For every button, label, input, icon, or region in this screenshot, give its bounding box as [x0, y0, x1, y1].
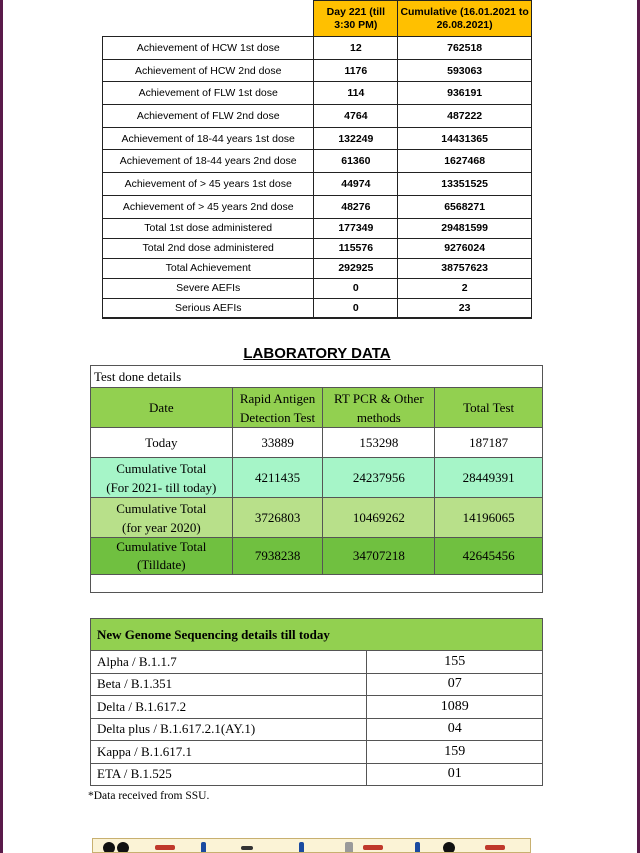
table-row — [103, 195, 532, 218]
lab-spacer-cell — [91, 575, 543, 593]
row-label-line1: Cumulative Total — [116, 500, 207, 516]
lab-title: Test done details — [91, 366, 543, 388]
row-cumulative: 2 — [398, 278, 532, 298]
row-total: 28449391 — [435, 458, 543, 498]
person-icon — [299, 842, 304, 853]
row-label: Achievement of 18-44 years 2nd dose — [103, 150, 314, 173]
row-cumulative: 38757623 — [398, 258, 532, 278]
row-rapid: 7938238 — [232, 538, 323, 575]
table-row — [91, 538, 543, 575]
row-label: Achievement of > 45 years 1st dose — [103, 173, 314, 196]
row-today: 1176 — [314, 59, 398, 82]
header-blank-cell — [103, 1, 314, 37]
table-row — [91, 763, 543, 786]
table-row — [103, 298, 532, 318]
row-label-line2: (For 2021- till today) — [106, 479, 217, 495]
variant-count: 1089 — [367, 696, 543, 719]
row-label: Achievement of > 45 years 2nd dose — [103, 195, 314, 218]
row-label-line2: (Tilldate) — [137, 557, 186, 572]
col-rtpcr — [323, 388, 435, 428]
laboratory-table — [90, 365, 543, 593]
table-row — [103, 82, 532, 105]
table-row — [103, 37, 532, 60]
variant-count: 04 — [367, 718, 543, 741]
lab-title-row — [91, 366, 543, 388]
row-label-line2: (for year 2020) — [121, 519, 201, 535]
header-cumulative: Cumulative (16.01.2021 to 26.08.2021) — [398, 1, 532, 37]
row-total: 187187 — [435, 428, 543, 458]
mask-icon — [443, 842, 455, 853]
row-rtpcr: 153298 — [323, 428, 435, 458]
table-row — [103, 105, 532, 128]
genome-header-row — [91, 619, 543, 651]
table-row — [91, 673, 543, 696]
table-row — [103, 127, 532, 150]
row-cumulative: 29481599 — [398, 218, 532, 238]
variant-count: 159 — [367, 741, 543, 764]
row-cumulative: 14431365 — [398, 127, 532, 150]
banner-caption-mark — [241, 846, 253, 850]
genome-title: New Genome Sequencing details till today — [91, 619, 543, 651]
header-today: Day 221 (till 3:30 PM) — [314, 1, 398, 37]
table-row — [103, 238, 532, 258]
variant-name: Beta / B.1.351 — [91, 673, 367, 696]
row-label: Achievement of HCW 1st dose — [103, 37, 314, 60]
table-row — [91, 498, 543, 538]
person-icon — [415, 842, 420, 853]
row-label-line1: Cumulative Total — [116, 460, 207, 476]
genome-sequencing-table — [90, 618, 543, 786]
head-icon — [117, 842, 129, 853]
table-row — [91, 458, 543, 498]
row-rapid: 3726803 — [232, 498, 323, 538]
table-row — [91, 741, 543, 764]
col-rapid-antigen — [232, 388, 323, 428]
row-cumulative: 1627468 — [398, 150, 532, 173]
row-label: Achievement of FLW 1st dose — [103, 82, 314, 105]
row-cumulative: 762518 — [398, 37, 532, 60]
row-label: Total 2nd dose administered — [103, 238, 314, 258]
row-label: Severe AEFIs — [103, 278, 314, 298]
table-row — [103, 59, 532, 82]
table-row — [103, 173, 532, 196]
variant-count: 07 — [367, 673, 543, 696]
row-label: Achievement of 18-44 years 1st dose — [103, 127, 314, 150]
row-label: Achievement of FLW 2nd dose — [103, 105, 314, 128]
footnote: *Data received from SSU. — [88, 790, 210, 802]
row-total: 14196065 — [435, 498, 543, 538]
person-icon — [201, 842, 206, 853]
variant-name: Alpha / B.1.1.7 — [91, 651, 367, 674]
row-rtpcr: 34707218 — [323, 538, 435, 575]
col-rtpcr-line2: methods — [356, 409, 401, 425]
row-today: 12 — [314, 37, 398, 60]
row-today: 48276 — [314, 195, 398, 218]
row-cumulative: 487222 — [398, 105, 532, 128]
row-today: 177349 — [314, 218, 398, 238]
banner-caption-mark — [485, 845, 505, 850]
table-row — [91, 428, 543, 458]
table-row — [91, 651, 543, 674]
row-cumulative: 593063 — [398, 59, 532, 82]
row-label: Total Achievement — [103, 258, 314, 278]
variant-name: ETA / B.1.525 — [91, 763, 367, 786]
two-heads-icon — [103, 842, 115, 853]
banner-caption-mark — [363, 845, 383, 850]
row-label: Total 1st dose administered — [103, 218, 314, 238]
row-label — [91, 538, 233, 575]
variant-count: 01 — [367, 763, 543, 786]
row-rapid: 33889 — [232, 428, 323, 458]
row-cumulative: 23 — [398, 298, 532, 318]
row-label — [91, 458, 233, 498]
row-rapid: 4211435 — [232, 458, 323, 498]
variant-name: Kappa / B.1.617.1 — [91, 741, 367, 764]
col-rapid-line1: Rapid Antigen — [239, 390, 316, 406]
row-today: 292925 — [314, 258, 398, 278]
row-today: 0 — [314, 298, 398, 318]
row-cumulative: 936191 — [398, 82, 532, 105]
table-row — [103, 150, 532, 173]
table-row — [103, 258, 532, 278]
vial-icon — [345, 842, 353, 853]
row-cumulative: 13351525 — [398, 173, 532, 196]
row-label: Achievement of HCW 2nd dose — [103, 59, 314, 82]
row-cumulative: 9276024 — [398, 238, 532, 258]
row-label — [91, 498, 233, 538]
row-total: 42645456 — [435, 538, 543, 575]
table-row — [91, 718, 543, 741]
row-label: Today — [91, 428, 233, 458]
col-date: Date — [91, 388, 233, 428]
row-today: 44974 — [314, 173, 398, 196]
row-label-line1: Cumulative Total — [116, 539, 207, 554]
laboratory-heading: LABORATORY DATA — [243, 345, 391, 362]
table-row — [91, 696, 543, 719]
col-rapid-line2: Detection Test — [240, 409, 316, 425]
row-label: Serious AEFIs — [103, 298, 314, 318]
vaccination-header-row — [103, 1, 532, 37]
table-row — [103, 218, 532, 238]
row-rtpcr: 10469262 — [323, 498, 435, 538]
col-total-test: Total Test — [435, 388, 543, 428]
variant-count: 155 — [367, 651, 543, 674]
row-rtpcr: 24237956 — [323, 458, 435, 498]
row-cumulative: 6568271 — [398, 195, 532, 218]
row-today: 0 — [314, 278, 398, 298]
row-today: 115576 — [314, 238, 398, 258]
variant-name: Delta / B.1.617.2 — [91, 696, 367, 719]
banner-caption-mark — [155, 845, 175, 850]
vaccination-table — [102, 0, 532, 319]
bottom-banner — [92, 838, 531, 853]
variant-name: Delta plus / B.1.617.2.1(AY.1) — [91, 718, 367, 741]
col-rtpcr-line1: RT PCR & Other — [334, 390, 424, 406]
row-today: 132249 — [314, 127, 398, 150]
row-today: 114 — [314, 82, 398, 105]
row-today: 4764 — [314, 105, 398, 128]
page-frame-left — [0, 0, 3, 853]
row-today: 61360 — [314, 150, 398, 173]
table-row — [103, 278, 532, 298]
lab-spacer-row — [91, 575, 543, 593]
lab-column-header-row — [91, 388, 543, 428]
